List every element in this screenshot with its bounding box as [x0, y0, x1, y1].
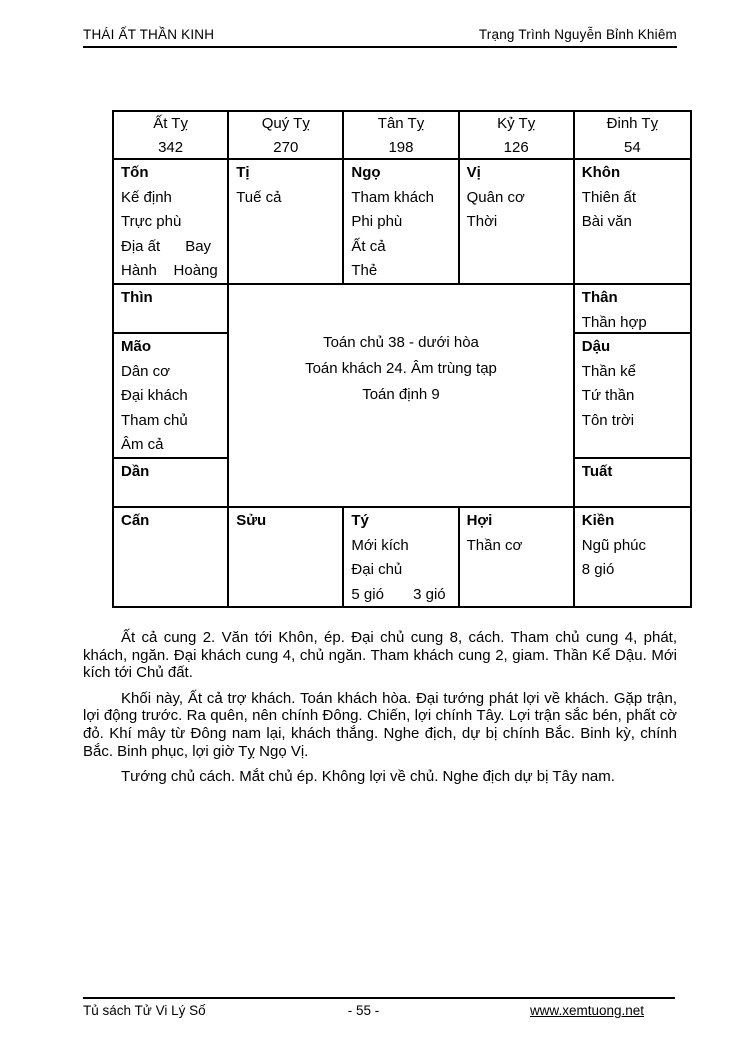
- palace-title: Kiền: [581, 512, 615, 529]
- year-name: Tân Tỵ: [377, 115, 425, 132]
- year-value: 126: [503, 139, 529, 156]
- year-cell-tân-tỵ: [344, 112, 459, 160]
- palace-title: Dần: [121, 463, 150, 480]
- header-divider: [83, 46, 677, 48]
- palace-cell-hợi: [460, 508, 575, 606]
- collection-name: Tủ sách Tử Vi Lý Số: [83, 1003, 206, 1018]
- paragraph: Tướng chủ cách. Mắt chủ ép. Không lợi về chủ. Nghe địch dự bị Tây nam.: [121, 768, 615, 786]
- palace-cell-mão: [114, 334, 229, 459]
- page-header: [83, 27, 677, 42]
- palace-title: Mão: [121, 338, 151, 355]
- palace-cell-thân: [575, 285, 690, 334]
- palace-title: Tốn: [121, 164, 149, 181]
- palace-line: Kế định: [121, 188, 172, 206]
- palace-title: Thân: [581, 289, 618, 306]
- year-value: 198: [388, 139, 414, 156]
- palace-cell-thìn: [114, 285, 229, 334]
- palace-line: Bài văn: [581, 213, 632, 230]
- palace-line: Thần kể: [581, 362, 636, 380]
- palace-title: Sửu: [236, 512, 267, 529]
- palace-line: Tham khách: [351, 188, 434, 206]
- palace-title: Ngọ: [351, 164, 381, 181]
- paragraph: Khối này, Ất cả trợ khách. Toán khách hòa. Đại tướng phát lợi về khách. Gặp trận, lợi động trước. Ra quên, nên chính Đông. Chiến, lợi chính Tây. Lợi trận sắc bén, phất cờ đỏ. Khí mây từ Đông nam lại, khách thắng. Nghe địch, dự bị chính Bắc. Binh kỳ, chính Bắc. Binh phục, lợi giờ Tỵ Ngọ Vị.: [83, 689, 677, 760]
- palace-line: Tham chủ: [121, 411, 188, 429]
- year-value: 54: [624, 139, 641, 156]
- palace-cell-khôn: [575, 160, 690, 285]
- palace-line: Tứ thần: [581, 387, 635, 404]
- palace-title: Thìn: [121, 289, 153, 306]
- toan-khach-line: Toán khách 24. Âm trùng tạp: [305, 360, 497, 377]
- palace-title: Tý: [351, 512, 369, 529]
- palace-line: Mới kích: [351, 536, 409, 554]
- footer-divider: [83, 997, 675, 999]
- palace-title: Cấn: [121, 512, 150, 529]
- palace-cell-dần: [114, 459, 229, 508]
- palace-line: Thiên ất: [581, 188, 636, 206]
- center-calculation-cell: [229, 285, 575, 508]
- palace-cell-vị: [460, 160, 575, 285]
- palace-line: Trực phù: [121, 213, 182, 230]
- page-number: - 55 -: [347, 1003, 380, 1018]
- year-cell-quý-tỵ: [229, 112, 344, 160]
- palace-line: Tôn trời: [581, 411, 635, 429]
- palace-line: Thần cơ: [466, 536, 523, 554]
- palace-cell-tý: [344, 508, 459, 606]
- palace-cell-cấn: [114, 508, 229, 606]
- palace-title: Hợi: [466, 512, 493, 529]
- palace-cell-tuất: [575, 459, 690, 508]
- year-name: Đinh Tỵ: [606, 115, 659, 132]
- toan-chu-line: Toán chủ 38 - dưới hòa: [323, 334, 479, 351]
- year-cell-đinh-tỵ: [575, 112, 690, 160]
- year-value: 270: [273, 139, 299, 156]
- palace-cell-ngọ: [344, 160, 459, 285]
- palace-cell-kiền: [575, 508, 690, 606]
- palace-line: Hành Hoàng: [121, 262, 218, 279]
- palace-line: Thần hợp: [581, 313, 647, 331]
- palace-cell-sửu: [229, 508, 344, 606]
- palace-cell-tốn: [114, 160, 229, 285]
- palace-line: Phi phù: [351, 213, 403, 230]
- palace-line: Tuế cả: [236, 188, 282, 206]
- palace-line: Dân cơ: [121, 362, 171, 380]
- palace-title: Tuất: [581, 463, 613, 480]
- author-name: Trạng Trình Nguyễn Bỉnh Khiêm: [478, 27, 677, 42]
- page-footer: [83, 1003, 677, 1018]
- palace-line: Quân cơ: [466, 188, 525, 206]
- year-name: Quý Tỵ: [261, 115, 310, 132]
- website-link[interactable]: www.xemtuong.net: [529, 1003, 644, 1018]
- year-cell-ất-tỵ: [114, 112, 229, 160]
- book-title: THÁI ẤT THẦN KINH: [83, 27, 215, 42]
- year-name: Kỷ Tỵ: [497, 115, 536, 132]
- palace-line: Ất cả: [351, 237, 386, 255]
- paragraph: Ất cả cung 2. Văn tới Khôn, ép. Đại chủ cung 8, cách. Tham chủ cung 4, phát, khách, ngăn. Đại khách cung 4, chủ ngăn. Tham khách cung 2, giam. Thần Kể Dậu. Mới kích tới Chủ đất.: [83, 629, 677, 682]
- palace-line: Đại khách: [121, 387, 188, 404]
- palace-title: Vị: [466, 164, 481, 181]
- palace-line: Thẻ: [351, 262, 378, 279]
- thai-at-chart-table: [112, 110, 692, 608]
- palace-line: Địa ất Bay: [121, 237, 212, 255]
- palace-line: Đại chủ: [351, 561, 403, 578]
- year-name: Ất Tỵ: [153, 115, 188, 132]
- commentary-text: [83, 629, 677, 794]
- year-cell-kỷ-tỵ: [460, 112, 575, 160]
- palace-title: Khôn: [581, 164, 621, 181]
- palace-line: 8 gió: [581, 561, 615, 578]
- palace-line: 5 gió 3 gió: [351, 585, 446, 603]
- palace-line: Ngũ phúc: [581, 536, 647, 554]
- palace-cell-dậu: [575, 334, 690, 459]
- palace-title: Tị: [236, 164, 250, 181]
- palace-title: Dậu: [581, 338, 611, 355]
- year-value: 342: [158, 139, 184, 156]
- toan-dinh-line: Toán định 9: [362, 386, 440, 403]
- palace-cell-tị: [229, 160, 344, 285]
- palace-line: Thời: [466, 213, 498, 230]
- palace-line: Âm cả: [121, 436, 164, 453]
